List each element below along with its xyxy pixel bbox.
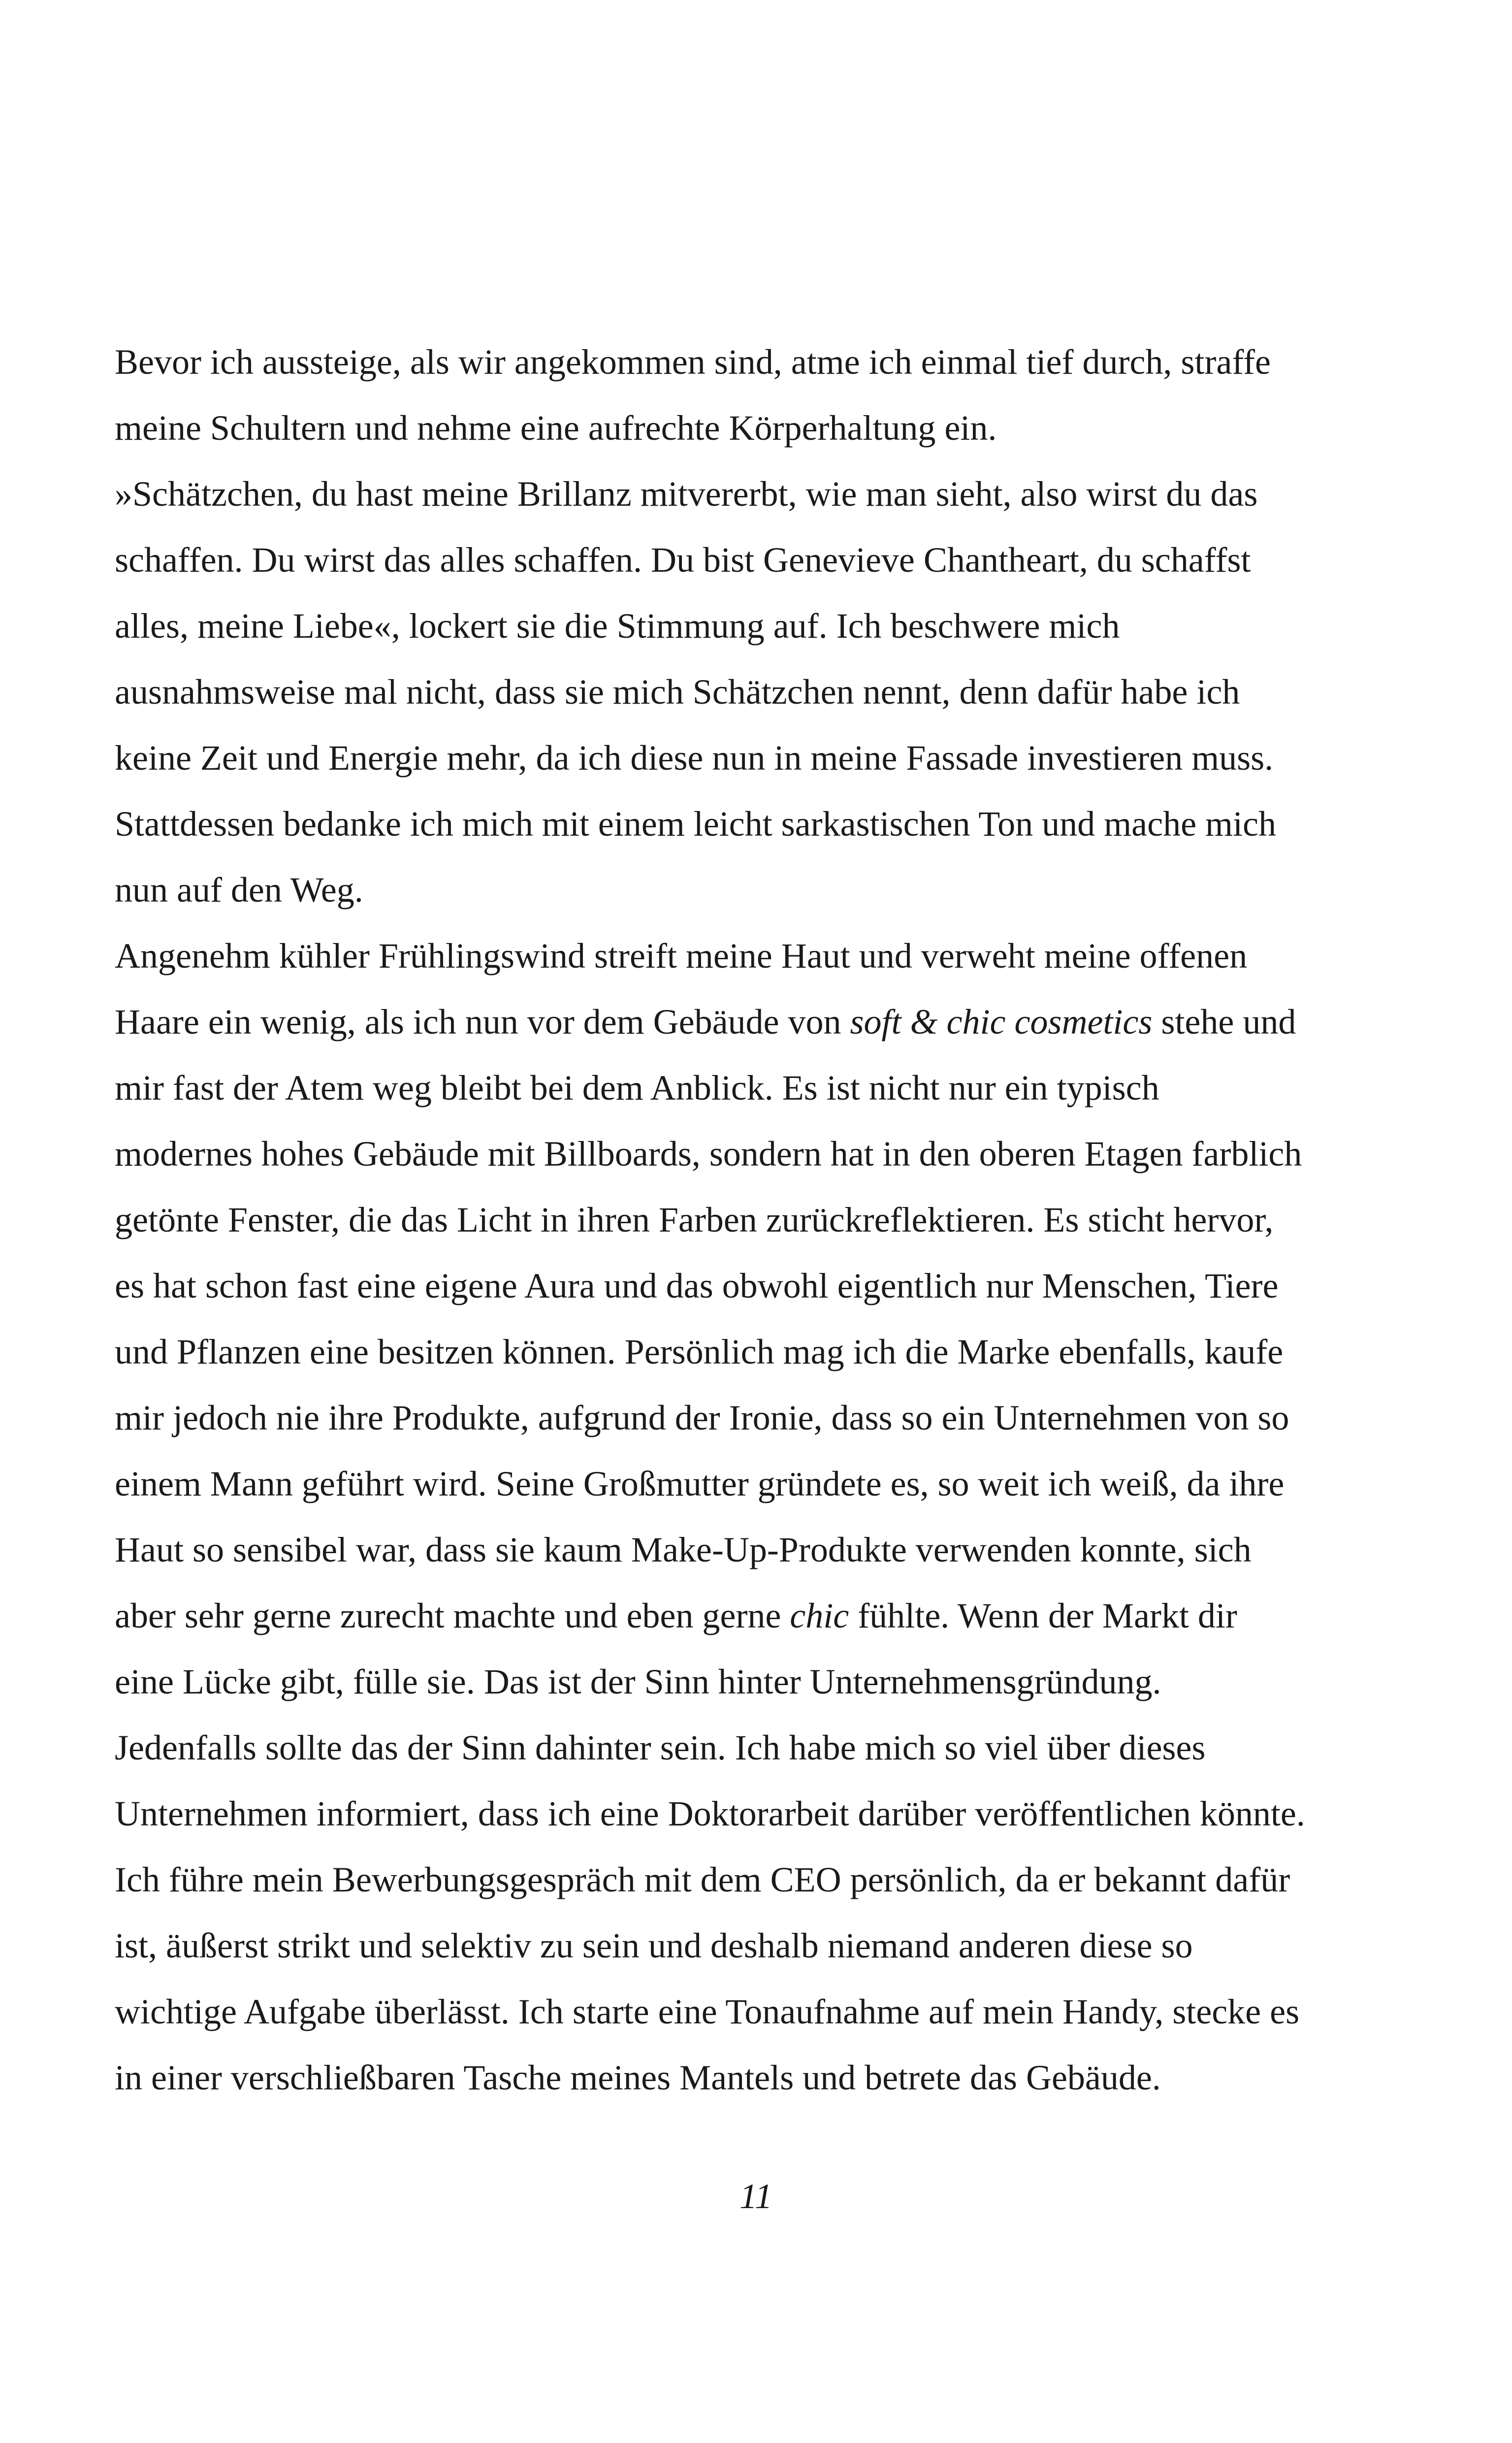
- text-line: [115, 923, 1415, 989]
- body-text: [115, 329, 1415, 2111]
- text-run: »Schätzchen, du hast meine Brillanz mitvererbt, wie man sieht, also wirst du das: [115, 474, 1258, 514]
- text-run: ist, äußerst strikt und selektiv zu sein und deshalb niemand anderen diese so: [115, 1926, 1193, 1965]
- text-run: fühlte. Wenn der Markt dir: [849, 1596, 1237, 1635]
- text-run: ausnahmsweise mal nicht, dass sie mich Schätzchen nennt, denn dafür habe ich: [115, 672, 1240, 712]
- text-line: [115, 1055, 1415, 1121]
- text-line: [115, 1781, 1415, 1847]
- text-line: [115, 395, 1415, 461]
- text-line: [115, 593, 1415, 659]
- text-line: [115, 1715, 1415, 1781]
- text-run: Jedenfalls sollte das der Sinn dahinter sein. Ich habe mich so viel über dieses: [115, 1728, 1206, 1767]
- text-line: [115, 1583, 1415, 1649]
- text-run: alles, meine Liebe«, lockert sie die Stimmung auf. Ich beschwere mich: [115, 606, 1120, 646]
- text-run: wichtige Aufgabe überlässt. Ich starte eine Tonaufnahme auf mein Handy, stecke es: [115, 1992, 1300, 2031]
- text-line: [115, 1385, 1415, 1451]
- text-run: keine Zeit und Energie mehr, da ich diese nun in meine Fassade investieren muss.: [115, 738, 1274, 778]
- text-run: eine Lücke gibt, fülle sie. Das ist der Sinn hinter Unternehmensgründung.: [115, 1662, 1161, 1701]
- text-line: [115, 857, 1415, 923]
- text-line: [115, 461, 1415, 527]
- text-run: Haut so sensibel war, dass sie kaum Make-Up-Produkte verwenden konnte, sich: [115, 1530, 1252, 1569]
- text-line: [115, 989, 1415, 1055]
- text-run: Ich führe mein Bewerbungsgespräch mit dem CEO persönlich, da er bekannt dafür: [115, 1860, 1290, 1899]
- text-run: und Pflanzen eine besitzen können. Persönlich mag ich die Marke ebenfalls, kaufe: [115, 1332, 1284, 1371]
- text-run: stehe und: [1152, 1002, 1296, 1042]
- text-line: [115, 1979, 1415, 2045]
- text-line: [115, 1319, 1415, 1385]
- text-line: [115, 1121, 1415, 1187]
- page-number: 11: [740, 2177, 772, 2216]
- text-line: [115, 1649, 1415, 1715]
- text-line: [115, 725, 1415, 791]
- text-run: Unternehmen informiert, dass ich eine Doktorarbeit darüber veröffentlichen könnte.: [115, 1794, 1305, 1833]
- text-run: es hat schon fast eine eigene Aura und das obwohl eigentlich nur Menschen, Tiere: [115, 1266, 1279, 1305]
- text-line: [115, 2045, 1415, 2111]
- text-run: meine Schultern und nehme eine aufrechte Körperhaltung ein.: [115, 408, 997, 448]
- italic-text: soft & chic cosmetics: [850, 1002, 1153, 1042]
- text-run: einem Mann geführt wird. Seine Großmutter gründete es, so weit ich weiß, da ihre: [115, 1464, 1285, 1503]
- text-line: [115, 1253, 1415, 1319]
- text-line: [115, 527, 1415, 593]
- text-run: nun auf den Weg.: [115, 870, 363, 910]
- text-run: aber sehr gerne zurecht machte und eben gerne: [115, 1596, 790, 1635]
- text-run: modernes hohes Gebäude mit Billboards, sondern hat in den oberen Etagen farblich: [115, 1134, 1302, 1173]
- text-run: getönte Fenster, die das Licht in ihren Farben zurückreflektieren. Es sticht hervor,: [115, 1200, 1274, 1239]
- text-run: mir fast der Atem weg bleibt bei dem Anblick. Es ist nicht nur ein typisch: [115, 1068, 1159, 1107]
- text-run: in einer verschließbaren Tasche meines Mantels und betrete das Gebäude.: [115, 2058, 1161, 2097]
- text-run: Haare ein wenig, als ich nun vor dem Gebäude von: [115, 1002, 850, 1042]
- text-run: Angenehm kühler Frühlingswind streift meine Haut und verweht meine offenen: [115, 936, 1248, 976]
- italic-text: chic: [790, 1596, 849, 1635]
- text-line: [115, 1913, 1415, 1979]
- text-line: [115, 791, 1415, 857]
- text-run: Stattdessen bedanke ich mich mit einem leicht sarkastischen Ton und mache mich: [115, 804, 1276, 844]
- text-line: [115, 329, 1415, 395]
- text-run: Bevor ich aussteige, als wir angekommen sind, atme ich einmal tief durch, straffe: [115, 342, 1271, 382]
- text-line: [115, 659, 1415, 725]
- text-run: mir jedoch nie ihre Produkte, aufgrund der Ironie, dass so ein Unternehmen von so: [115, 1398, 1289, 1437]
- text-line: [115, 1847, 1415, 1913]
- text-line: [115, 1517, 1415, 1583]
- text-run: schaffen. Du wirst das alles schaffen. Du bist Genevieve Chantheart, du schaffst: [115, 540, 1251, 580]
- text-line: [115, 1187, 1415, 1253]
- text-line: [115, 1451, 1415, 1517]
